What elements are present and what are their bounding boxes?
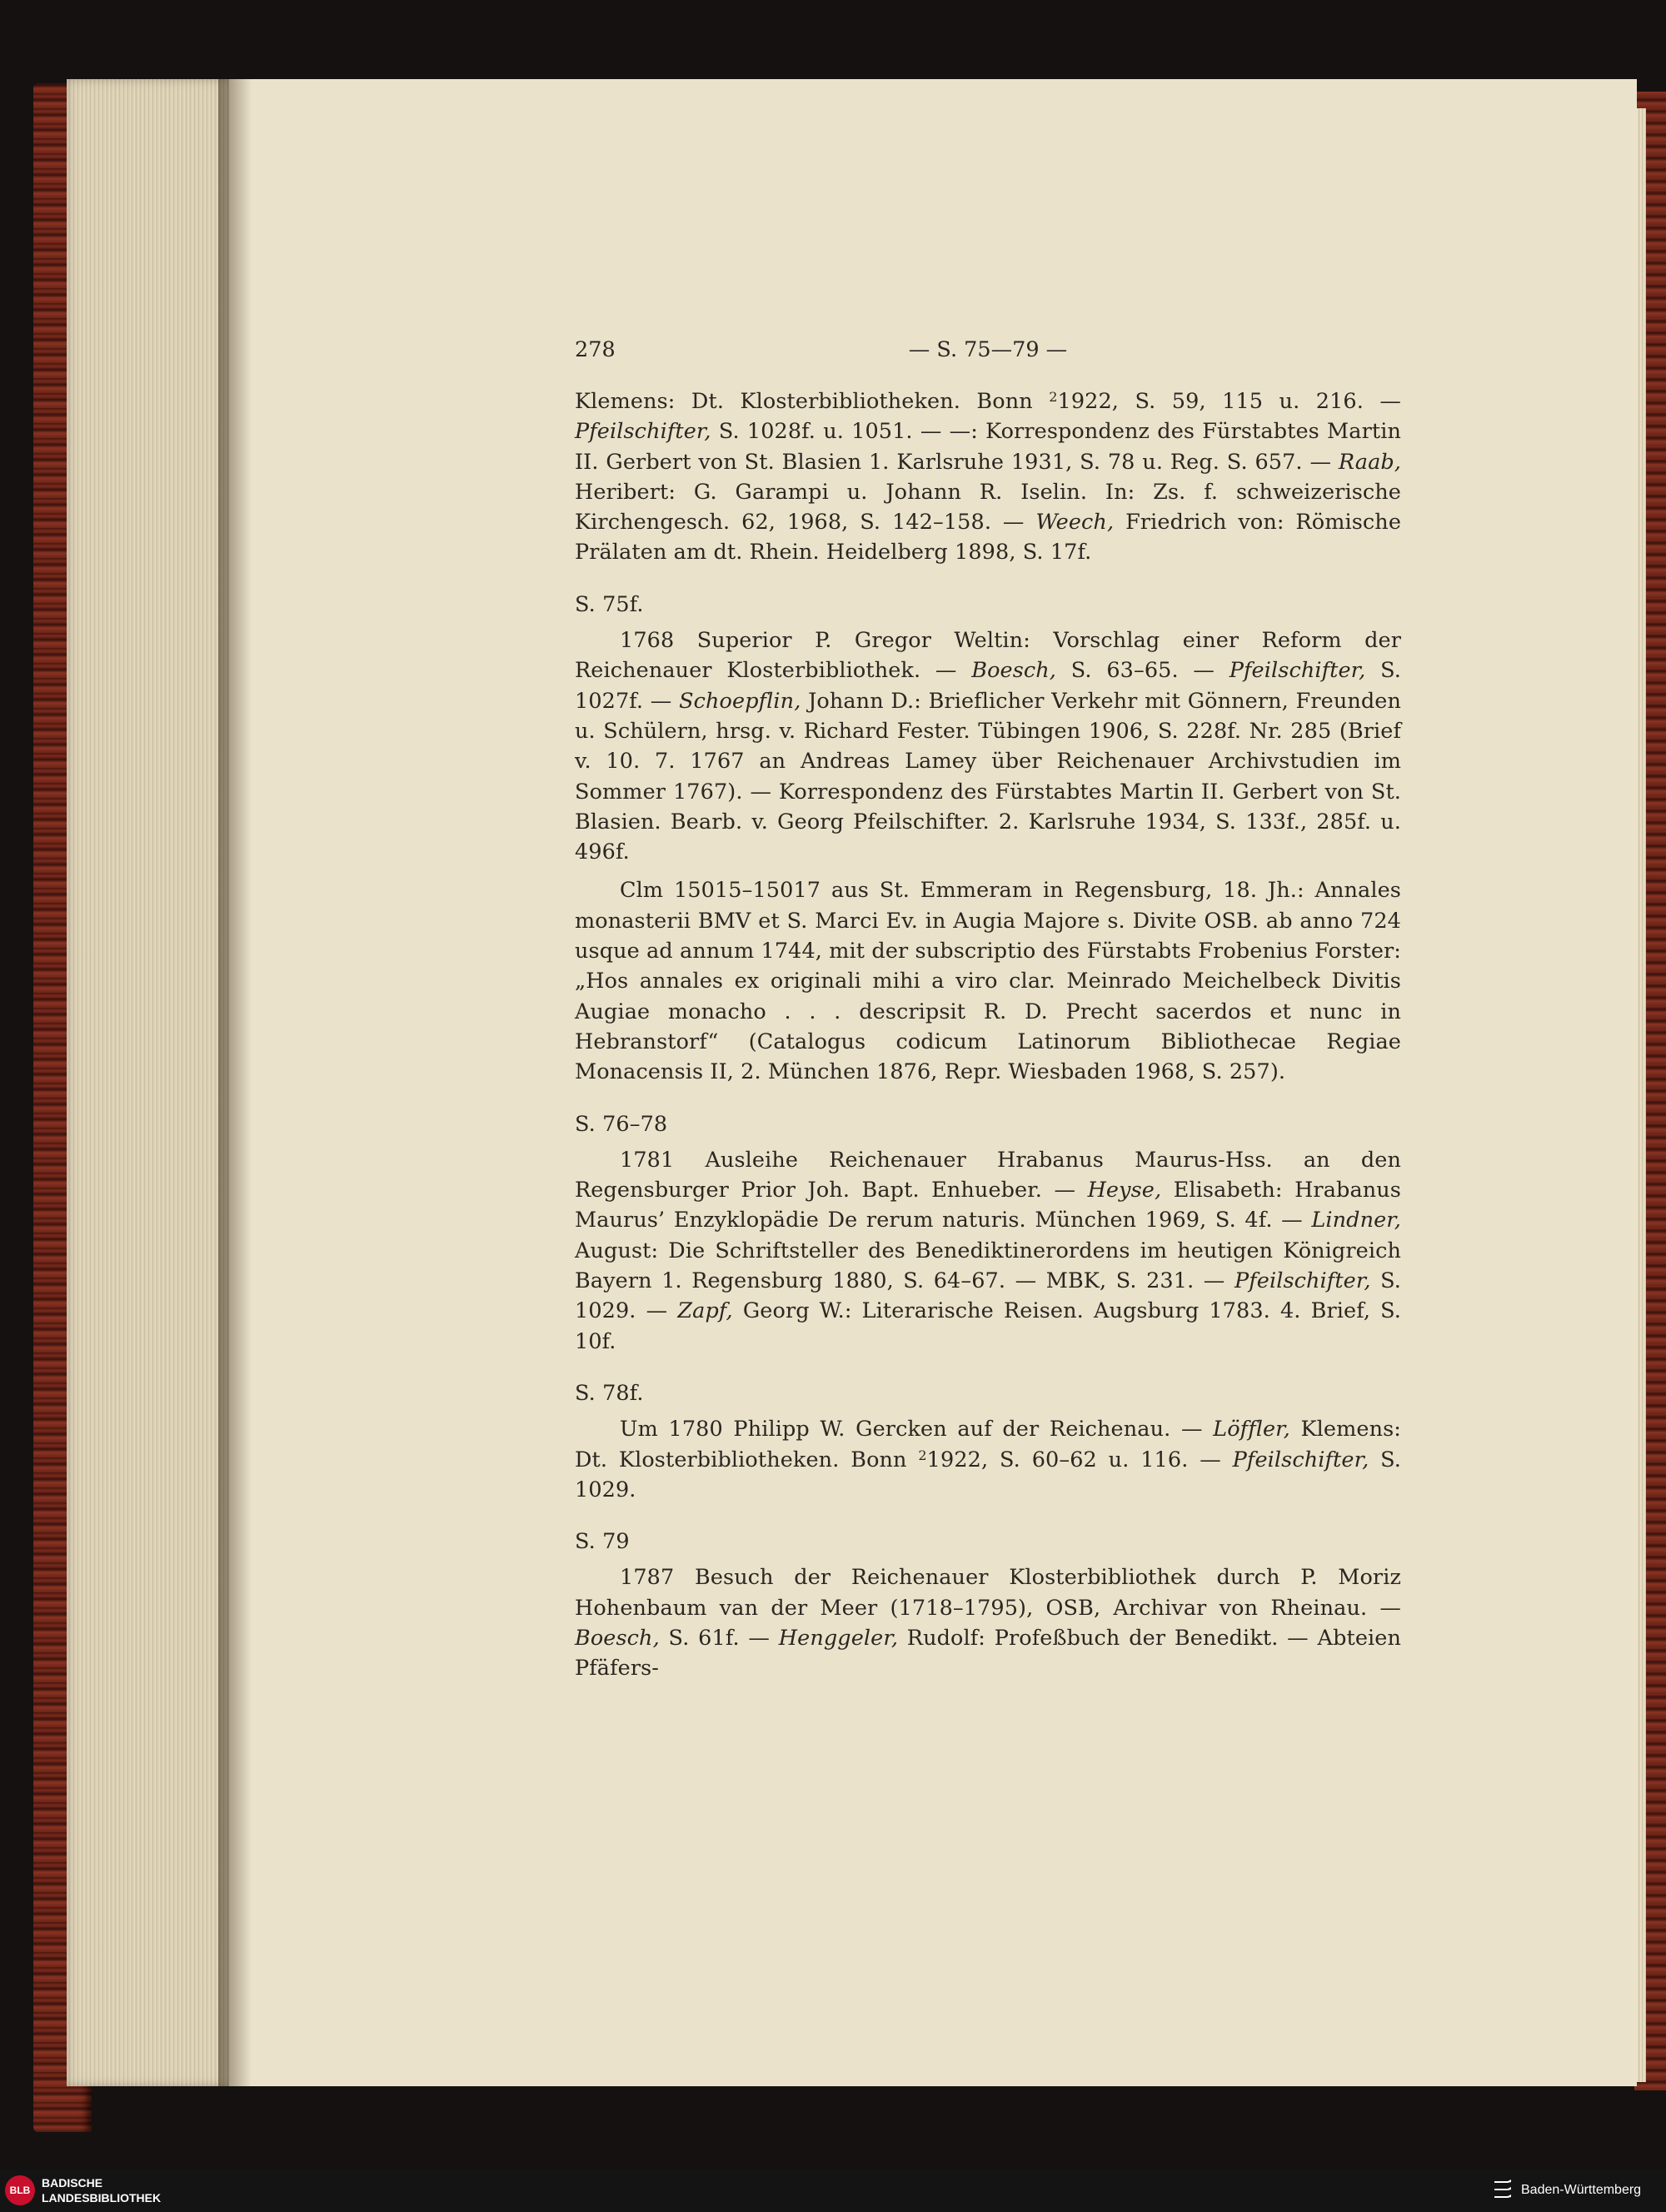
page-header bbox=[575, 333, 1401, 366]
lead-paragraph: Klemens: Dt. Klosterbibliotheken. Bonn $^2$1922, S. 59, 115 u. 216. — Pfeilschifter, S. 1028f. u. 1051. — —: Korrespondenz des Fürstabtes Martin II. Gerbert von St. Blasien 1. Karlsruhe 1931, S. 78 u. Reg. S. 657. — Raab, Heribert: G. Garampi u. Johann R. Iselin. In: Zs. f. schweizerische Kirchengesch. 62, 1968, S. 142–158. — Weech, Friedrich von: Römische Prälaten am dt. Rhein. Heidelberg 1898, S. 17f. bbox=[575, 389, 1402, 565]
section-s79-paragraph: 1787 Besuch der Reichenauer Klosterbibliothek durch P. Moriz Hohenbaum van der Meer (1718–1795), OSB, Archivar von Rheinau. — Boesch, S. 61f. — Henggeler, Rudolf: Profeßbuch der Benedikt. — Abteien Pfäfers- bbox=[575, 1565, 1401, 1681]
text-block bbox=[575, 386, 1401, 1684]
blb-logo-icon[interactable]: BLB bbox=[5, 2175, 35, 2205]
blb-name-line-2: LANDESBIBLIOTHEK bbox=[42, 2191, 162, 2205]
section-heading-s75: S. 75f. bbox=[575, 591, 644, 617]
section-heading-s76: S. 76–78 bbox=[575, 1111, 668, 1137]
page-edges bbox=[67, 79, 229, 2086]
baden-wuerttemberg-label[interactable]: Baden-Württemberg bbox=[1521, 2183, 1642, 2197]
section-s76-paragraph: 1781 Ausleihe Reichenauer Hrabanus Maurus-Hss. an den Regensburger Prior Joh. Bapt. Enhueber. — Heyse, Elisabeth: Hrabanus Maurus’ Enzyklopädie De rerum naturis. München 1969, S. 4f. — Lindner, August: Die Schriftsteller des Benediktinerordens im heutigen Königreich Bayern 1. Regensburg 1880, S. 64–67. — MBK, S. 231. — Pfeilschifter, S. 1029. — Zapf, Georg W.: Literarische Reisen. Augsburg 1783. 4. Brief, S. 10f. bbox=[575, 1147, 1402, 1354]
section-s78-paragraph: Um 1780 Philipp W. Gercken auf der Reichenau. — Löffler, Klemens: Dt. Klosterbibliotheken. Bonn $^2$1922, S. 60–62 u. 116. — Pfeilschifter, S. 1029. bbox=[575, 1417, 1401, 1502]
running-head: — S. 75—79 — bbox=[908, 337, 1068, 362]
gutter-shadow bbox=[218, 79, 252, 2086]
viewer-footer-bar bbox=[0, 2169, 1666, 2212]
section-heading-s78: S. 78f. bbox=[575, 1380, 644, 1406]
section-s75-paragraph-1: 1768 Superior P. Gregor Weltin: Vorschlag einer Reform der Reichenauer Klosterbibliothek. — Boesch, S. 63–65. — Pfeilschifter, S. 1027f. — Schoepflin, Johann D.: Brieflicher Verkehr mit Gönnern, Freunden u. Schülern, hrsg. v. Richard Fester. Tübingen 1906, S. 228f. Nr. 285 (Brief v. 10. 7. 1767 an Andreas Lamey über Reichenauer Archivstudien im Sommer 1767). — Korrespondenz des Fürstabtes Martin II. Gerbert von St. Blasien. Bearb. v. Georg Pfeilschifter. 2. Karlsruhe 1934, S. 133f., 285f. u. 496f. bbox=[575, 628, 1401, 865]
blb-name[interactable] bbox=[42, 2175, 208, 2205]
section-s75-paragraph-2: Clm 15015–15017 aus St. Emmeram in Regensburg, 18. Jh.: Annales monasterii BMV et S. Marci Ev. in Augia Majore s. Divite OSB. ab anno 724 usque ad annum 1744, mit der subscriptio des Fürstabts Frobenius Forster: „Hos annales ex originali mihi a viro clar. Meinrado Meichelbeck Divitis Augiae monacho . . . descripsit R. D. Precht sacerdos et nunc in Hebranstorf“ (Catalogus codicum Latinorum Bibliothecae Regiae Monacensis II, 2. München 1876, Repr. Wiesbaden 1968, S. 257). bbox=[575, 878, 1401, 1085]
blb-name-line-1: BADISCHE bbox=[42, 2176, 103, 2190]
section-heading-s79: S. 79 bbox=[575, 1529, 630, 1555]
three-lions-icon bbox=[1493, 2179, 1514, 2202]
page-number: 278 bbox=[575, 337, 616, 362]
